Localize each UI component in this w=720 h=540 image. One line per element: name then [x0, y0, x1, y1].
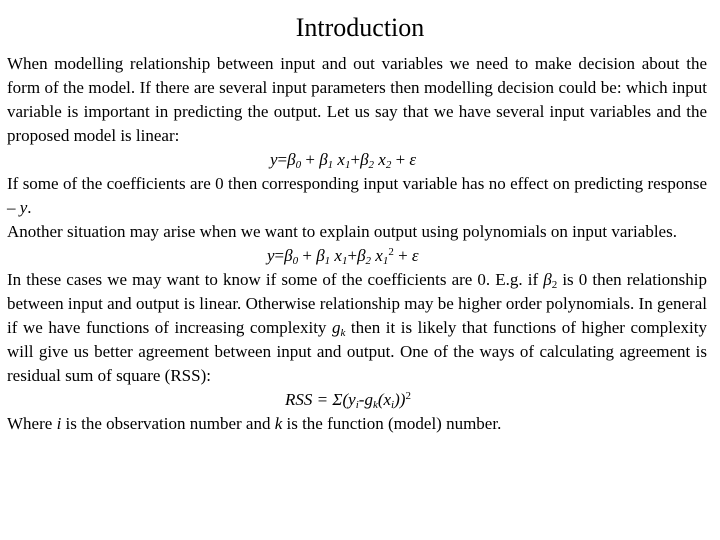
inline-subscript: 2 [551, 279, 558, 291]
eq-y: y [267, 246, 275, 265]
eq-superscript: 2 [405, 390, 411, 402]
paragraph-modelling-decision: When modelling relationship between input and out variables we need to make decision about the form of the model. If there are several input parameters then modelling decision could be: which input variable is important in predicting the output. Let us say that we have several input variables and the proposed model is linear: [7, 54, 707, 145]
eq-plus: + [391, 150, 410, 169]
eq-x: x [337, 150, 345, 169]
eq-epsilon: ε [409, 150, 417, 169]
paragraph-text: is the observation number and [61, 414, 275, 433]
paragraph-complexity [7, 268, 707, 388]
inline-beta: β [543, 270, 552, 289]
eq-epsilon: ε [411, 246, 419, 265]
eq-subscript: 0 [295, 159, 302, 171]
eq-y: y [270, 150, 278, 169]
slide-body [7, 52, 707, 436]
paragraph-end: . [27, 198, 32, 217]
paragraph-text: If some of the coefficients are 0 then corresponding input variable has no effect on predicting response – [7, 174, 707, 217]
eq-paren: )) [394, 390, 406, 409]
eq-beta: β [360, 150, 369, 169]
eq-subscript: 1 [327, 159, 334, 171]
eq-beta: β [284, 246, 293, 265]
eq-paren: ( [342, 390, 349, 409]
paragraph-text: In these cases we may want to know if some of the coefficients are 0. E.g. if [7, 270, 544, 289]
eq-subscript: 2 [368, 159, 375, 171]
eq-beta: β [287, 150, 296, 169]
inline-subscript: k [340, 327, 346, 339]
eq-subscript: k [372, 399, 378, 411]
eq-y: y [348, 390, 356, 409]
paragraph-polynomials: Another situation may arise when we want to explain output using polynomials on input variables. [7, 222, 677, 241]
slide-title: Introduction [295, 13, 425, 42]
eq-plus: + [393, 246, 412, 265]
eq-rss: RSS [285, 390, 313, 409]
eq-x: x [378, 150, 386, 169]
eq-beta: β [357, 246, 366, 265]
paragraph-text: then it is likely that functions of higher complexity will give us better agreement between input and output. One of the ways of calculating agreement is residual sum of square (RSS): [7, 318, 707, 385]
eq-g: g [364, 390, 373, 409]
eq-x: x [334, 246, 342, 265]
equation-rss [7, 388, 707, 412]
eq-subscript: i [391, 399, 395, 411]
eq-subscript: 2 [365, 255, 372, 267]
eq-subscript: 0 [292, 255, 299, 267]
eq-subscript: 1 [382, 255, 389, 267]
eq-sigma: Σ [332, 390, 343, 409]
eq-plus: + [301, 150, 320, 169]
equation-polynomial-model [7, 244, 707, 268]
eq-subscript: 1 [344, 159, 351, 171]
eq-plus: + [350, 150, 361, 169]
equation-linear-model [7, 148, 707, 172]
paragraph-text: Where [7, 414, 57, 433]
eq-beta: β [316, 246, 325, 265]
eq-equals: = [274, 246, 285, 265]
eq-equals: = [277, 150, 288, 169]
paragraph-text: is the function (model) number. [282, 414, 502, 433]
eq-subscript: 1 [341, 255, 348, 267]
eq-plus: + [347, 246, 358, 265]
eq-subscript: 2 [385, 159, 392, 171]
eq-beta: β [319, 150, 328, 169]
eq-x: x [383, 390, 392, 409]
paragraph-zero-coefficients [7, 172, 707, 220]
eq-plus: + [298, 246, 317, 265]
eq-minus: - [358, 390, 365, 409]
eq-subscript: 1 [324, 255, 331, 267]
eq-equals: = [312, 390, 333, 409]
eq-superscript: 2 [388, 246, 394, 258]
inline-y: y [19, 198, 28, 217]
inline-k: k [274, 414, 283, 433]
paragraph-where [7, 412, 707, 436]
eq-subscript: i [355, 399, 359, 411]
inline-i: i [56, 414, 62, 433]
inline-g: g [331, 318, 341, 337]
eq-paren: ( [377, 390, 384, 409]
paragraph-text: is 0 then relationship between input and output is linear. Otherwise relationship may be higher order polynomials. In general if we have functions of increasing complexity [7, 270, 708, 337]
eq-x: x [375, 246, 383, 265]
